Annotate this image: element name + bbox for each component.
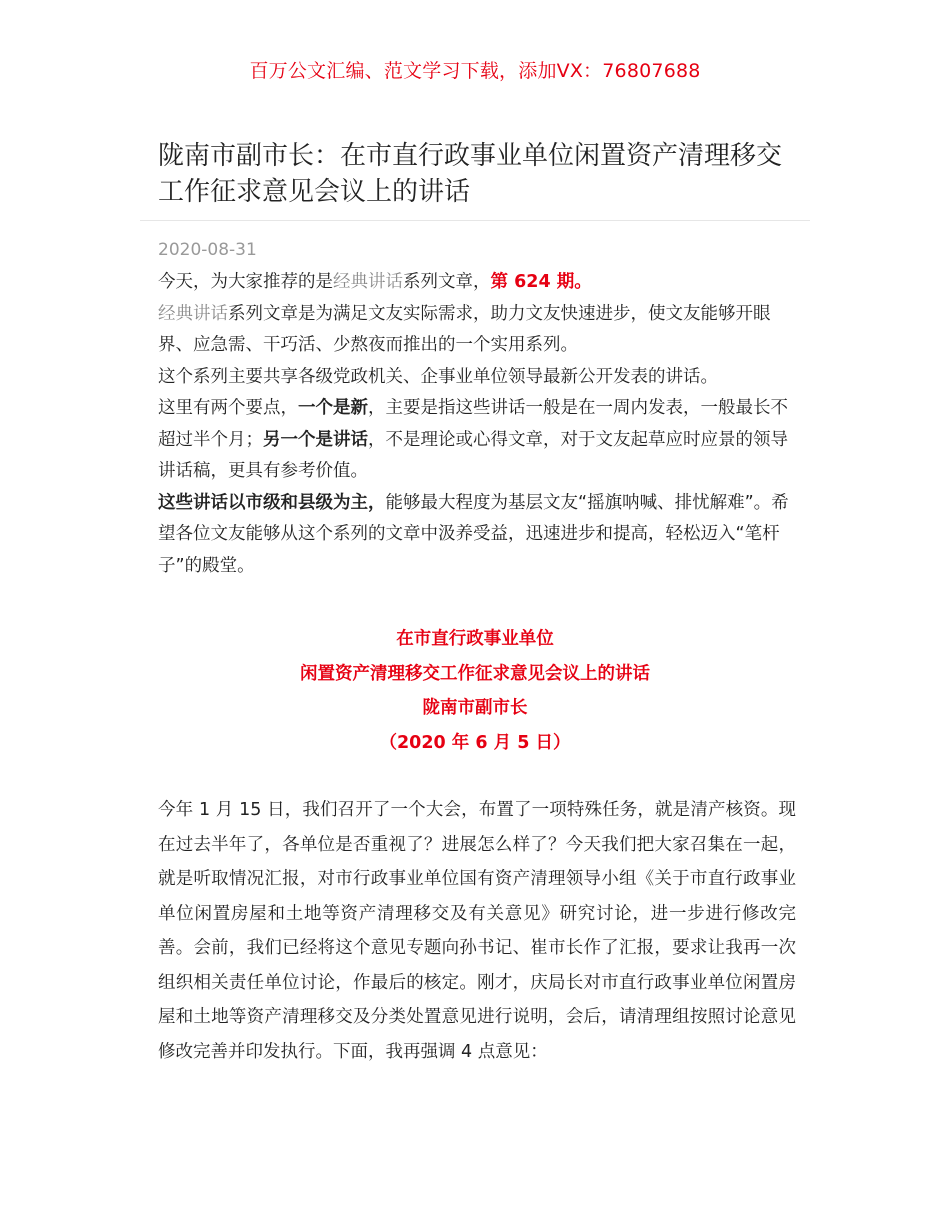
speech-heading-line-1: 在市直行政事业单位 bbox=[396, 629, 554, 649]
intro-text: 系列文章， bbox=[403, 272, 491, 292]
speech-date: （2020 年 6 月 5 日） bbox=[379, 732, 571, 753]
intro-paragraph-2 bbox=[158, 299, 798, 362]
intro-text: 系列文章是为满足文友实际需求，助力文友快速进步，使文友能够开眼界、应急需、干巧活、少熬夜而推出的一个实用系列。 bbox=[158, 303, 771, 355]
intro-paragraph-5 bbox=[158, 488, 798, 583]
article-title: 陇南市副市长：在市直行政事业单位闲置资产清理移交工作征求意见会议上的讲话 bbox=[158, 141, 783, 207]
intro-text: 这里有两个要点， bbox=[158, 398, 298, 418]
key-point-1: 一个是新 bbox=[298, 398, 368, 418]
intro-text: ，不是理论或心得文章，对于文友起草应时应景的领导讲话稿，更具有参考价值。 bbox=[158, 429, 788, 481]
series-link[interactable]: 经典讲话 bbox=[158, 303, 228, 324]
key-point-3: 这些讲话以市级和县级为主， bbox=[158, 492, 386, 513]
publish-date: 2020-08-31 bbox=[158, 240, 257, 260]
speech-body-paragraph: 今年 1 月 15 日，我们召开了一个大会，布置了一项特殊任务，就是清产核资。现在过去半年了，各单位是否重视了？进展怎么样了？今天我们把大家召集在一起，就是听取情况汇报，对市行政事业单位国有资产清理领导小组《关于市直行政事业单位闲置房屋和土地等资产清理移交及有关意见》研究讨论，进一步进行修改完善。会前，我们已经将这个意见专题向孙书记、崔市长作了汇报，要求让我再一次组织相关责任单位讨论，作最后的核定。刚才，庆局长对市直行政事业单位闲置房屋和土地等资产清理移交及分类处置意见进行说明，会后，请清理组按照讨论意见修改完善并印发执行。下面，我再强调 4 点意见： bbox=[158, 800, 796, 1062]
intro-text: 能够最大程度为基层文友“摇旗呐喊、排忧解难”。希望各位文友能够从这个系列的文章中汲养受益，迅速进步和提高，轻松迈入“笔杆子”的殿堂。 bbox=[158, 492, 789, 576]
intro-paragraph-3: 这个系列主要共享各级党政机关、企事业单位领导最新公开发表的讲话。 bbox=[158, 366, 718, 387]
speech-heading-line-2: 闲置资产清理移交工作征求意见会议上的讲话 bbox=[300, 663, 650, 684]
intro-paragraph-4 bbox=[158, 393, 798, 488]
intro-text: ，主要是指这些讲话一般是在一周内发表，一般最长不超过半个月； bbox=[158, 398, 788, 450]
intro-text: 今天，为大家推荐的是 bbox=[158, 272, 333, 292]
intro-section bbox=[158, 267, 798, 582]
key-point-2: 另一个是讲话 bbox=[263, 429, 368, 450]
intro-paragraph-1 bbox=[158, 267, 798, 299]
speech-heading bbox=[0, 622, 950, 760]
series-link[interactable]: 经典讲话 bbox=[333, 272, 403, 292]
issue-number: 第 624 期。 bbox=[490, 272, 592, 292]
title-divider bbox=[140, 220, 810, 221]
header-banner: 百万公文汇编、范文学习下载，添加VX：76807688 bbox=[249, 60, 701, 82]
speech-speaker: 陇南市副市长 bbox=[422, 698, 528, 718]
